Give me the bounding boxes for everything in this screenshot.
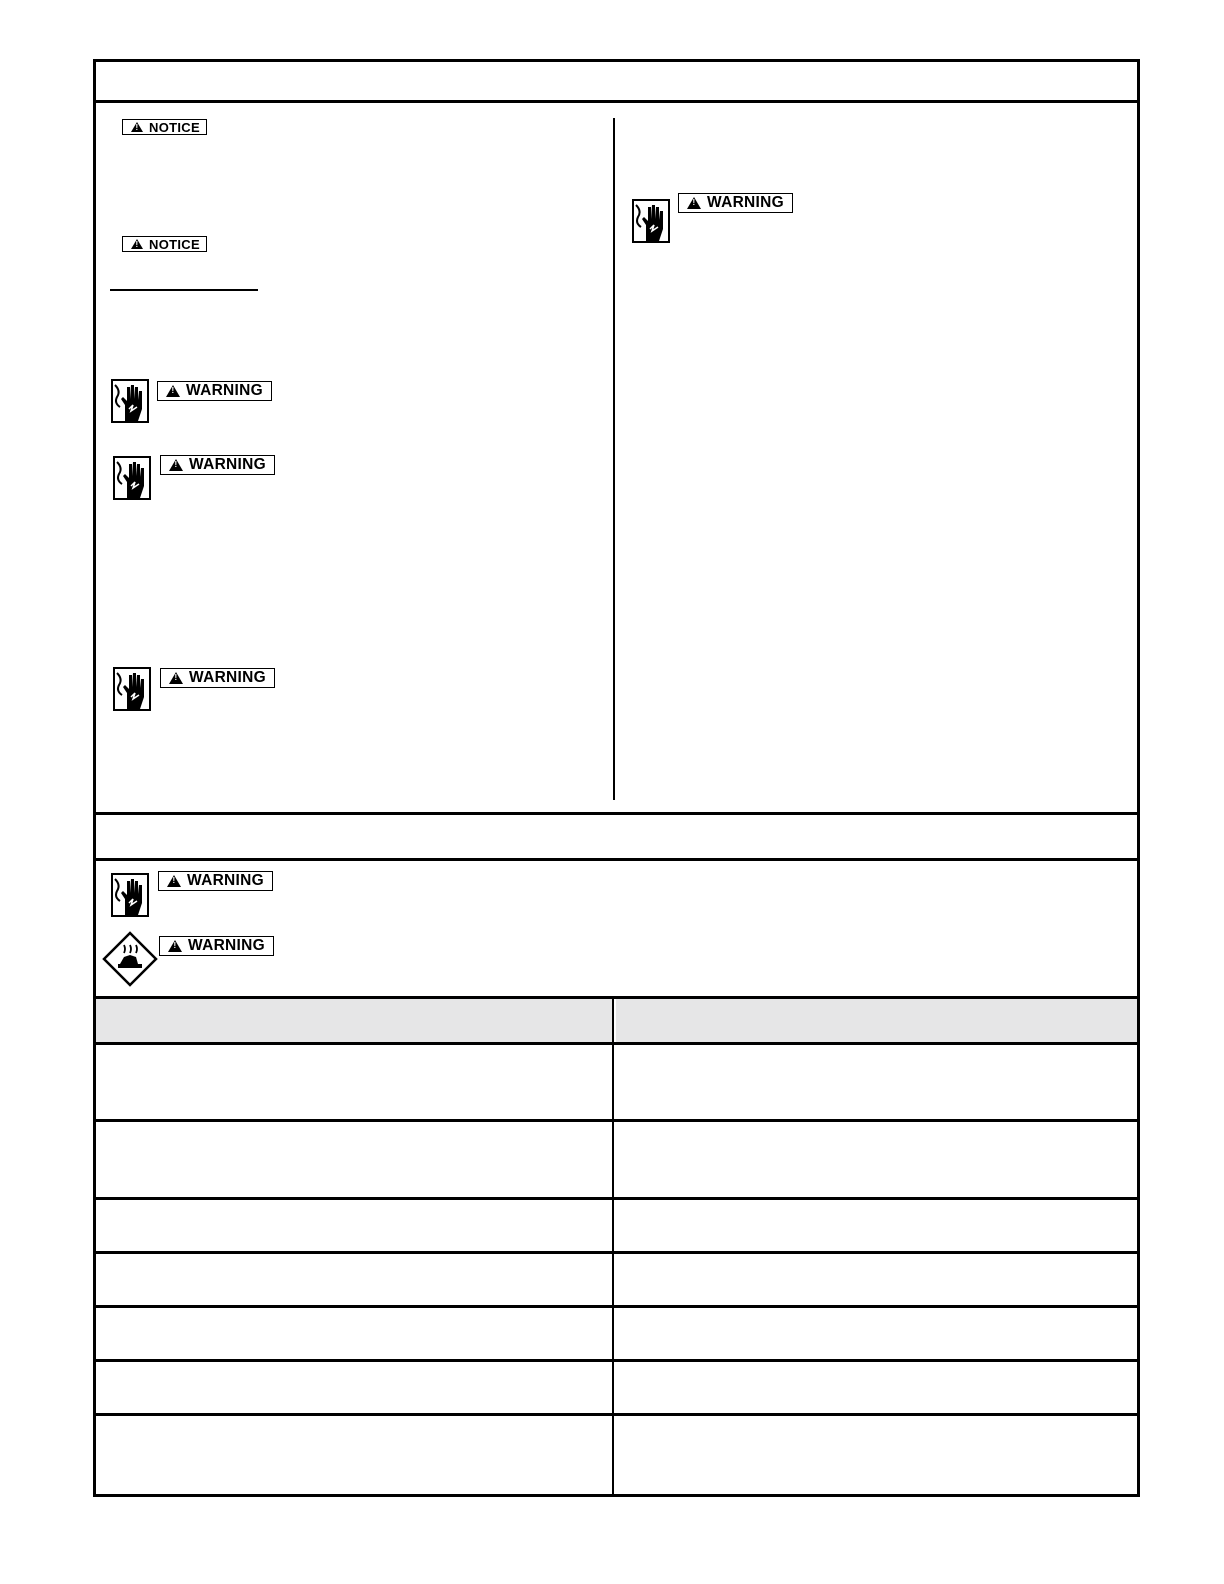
notice-label-2: [122, 236, 207, 252]
warning-label-text: WARNING: [186, 382, 264, 399]
table-row-divider: [93, 1251, 1140, 1254]
electric-shock-hand-icon: [113, 456, 151, 500]
electric-shock-hand-icon: [111, 379, 149, 423]
warning-label-1: [157, 381, 272, 401]
table-row-divider: [93, 1119, 1140, 1122]
page-frame: [93, 59, 1140, 1497]
warning-label-text: WARNING: [189, 669, 267, 686]
table-row-divider: [93, 1042, 1140, 1045]
warning-label-text: WARNING: [187, 872, 265, 889]
alert-triangle-icon: [169, 672, 183, 684]
electric-shock-hand-icon: [113, 667, 151, 711]
table-header-cell-right: [616, 999, 1137, 1043]
notice-label-1: [122, 119, 207, 135]
electric-shock-hand-icon: [632, 199, 670, 243]
alert-triangle-icon: [687, 197, 701, 209]
alert-triangle-icon: [166, 385, 180, 397]
alert-triangle-icon: [167, 875, 181, 887]
warning-label-4: [678, 193, 793, 213]
warning-label-3: [160, 668, 275, 688]
alert-triangle-icon: [131, 239, 143, 249]
notice-label-text: NOTICE: [149, 119, 200, 135]
column-divider: [613, 118, 615, 800]
table-row-divider: [93, 1305, 1140, 1308]
warning-label-2: [160, 455, 275, 475]
warning-label-5: [158, 871, 273, 891]
warning-label-text: WARNING: [707, 194, 785, 211]
alert-triangle-icon: [131, 122, 143, 132]
warning-label-6: [159, 936, 274, 956]
subheading-underline: [110, 289, 258, 291]
table-header-cell-left: [96, 999, 612, 1043]
section-1-header-divider: [93, 100, 1140, 103]
notice-label-text: NOTICE: [149, 236, 200, 252]
table-row-divider: [93, 1197, 1140, 1200]
section-2-header-divider: [93, 858, 1140, 861]
electric-shock-hand-icon: [111, 873, 149, 917]
section-1-bottom-divider: [93, 812, 1140, 815]
alert-triangle-icon: [168, 940, 182, 952]
table-column-divider: [612, 997, 614, 1494]
warning-label-text: WARNING: [189, 456, 267, 473]
warning-label-text: WARNING: [188, 937, 266, 954]
table-row-divider: [93, 1413, 1140, 1416]
alert-triangle-icon: [169, 459, 183, 471]
table-row-divider: [93, 1359, 1140, 1362]
hot-surface-diamond-icon: [102, 931, 158, 987]
